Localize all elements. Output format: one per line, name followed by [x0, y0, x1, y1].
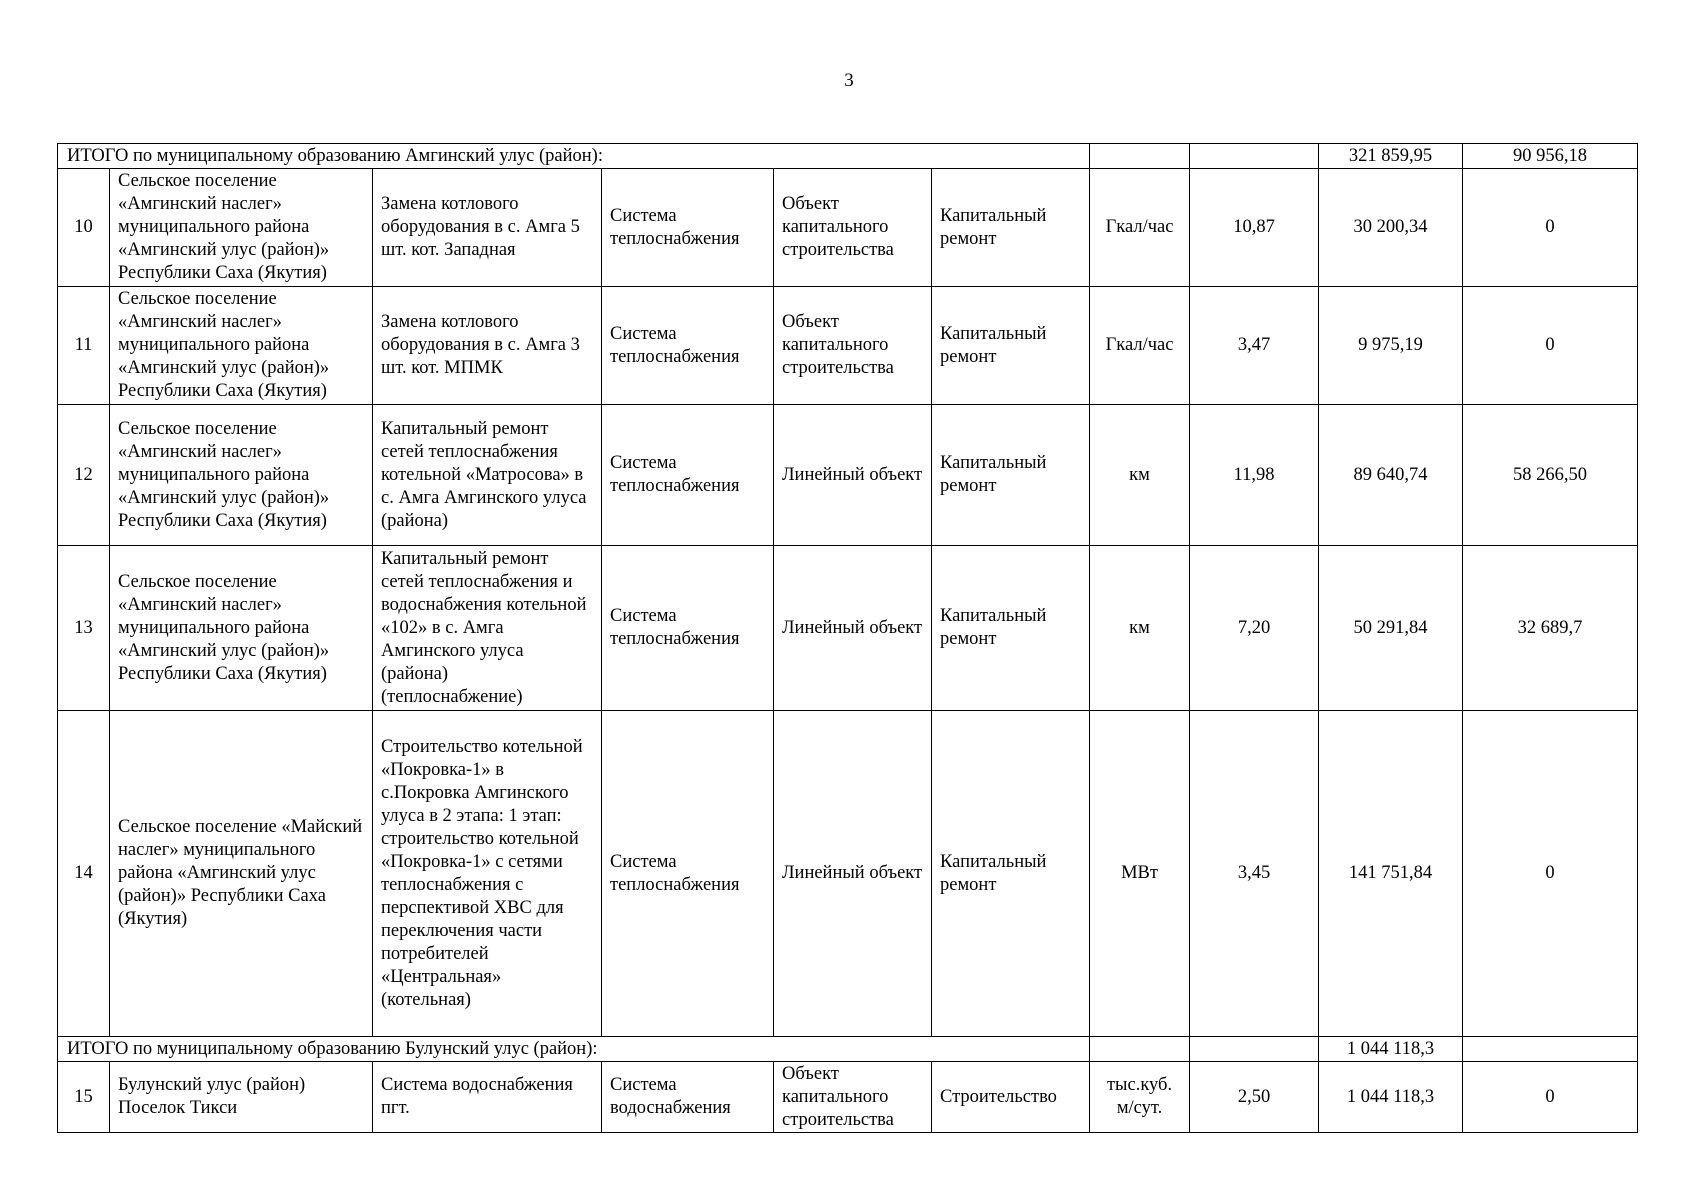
page-number: 3 [844, 70, 854, 91]
table-row [58, 169, 1638, 287]
municipality-cell: Сельское поселение «Амгинский наслег» муниципального района «Амгинский улус (район)» Республики Саха (Якутия) [110, 405, 373, 546]
total-funding-cell [1463, 1037, 1638, 1062]
funding-cell: 0 [1463, 711, 1638, 1037]
work-type-cell: Капитальный ремонт [932, 287, 1090, 405]
cost-cell: 9 975,19 [1319, 287, 1463, 405]
total-funding-cell: 90 956,18 [1463, 144, 1638, 169]
total-label: ИТОГО по муниципальному образованию Амгинский улус (район): [58, 144, 1090, 169]
table-row [58, 711, 1638, 1037]
system-cell: Система теплоснабжения [602, 405, 774, 546]
unit-cell: МВт [1090, 711, 1190, 1037]
row-number: 15 [58, 1062, 110, 1133]
funding-cell: 0 [1463, 169, 1638, 287]
table-row [58, 1062, 1638, 1133]
total-cost-cell: 321 859,95 [1319, 144, 1463, 169]
project-cell: Капитальный ремонт сетей теплоснабжения котельной «Матросова» в с. Амга Амгинского улуса (района) [373, 405, 602, 546]
system-cell: Система теплоснабжения [602, 711, 774, 1037]
work-type-cell: Капитальный ремонт [932, 546, 1090, 711]
capacity-cell: 7,20 [1190, 546, 1319, 711]
total-capacity-cell [1190, 1037, 1319, 1062]
work-type-cell: Капитальный ремонт [932, 405, 1090, 546]
section-total-row [58, 1037, 1638, 1062]
unit-cell: Гкал/час [1090, 169, 1190, 287]
object-type-cell: Линейный объект [774, 711, 932, 1037]
funding-cell: 0 [1463, 1062, 1638, 1133]
object-type-cell: Объект капитального строительства [774, 1062, 932, 1133]
funding-cell: 0 [1463, 287, 1638, 405]
unit-cell: км [1090, 546, 1190, 711]
table-row [58, 546, 1638, 711]
object-type-cell: Линейный объект [774, 405, 932, 546]
row-number: 11 [58, 287, 110, 405]
object-type-cell: Объект капитального строительства [774, 169, 932, 287]
system-cell: Система водоснабжения [602, 1062, 774, 1133]
row-number: 14 [58, 711, 110, 1037]
capacity-cell: 11,98 [1190, 405, 1319, 546]
row-number: 12 [58, 405, 110, 546]
total-capacity-cell [1190, 144, 1319, 169]
capacity-cell: 3,45 [1190, 711, 1319, 1037]
funding-cell: 58 266,50 [1463, 405, 1638, 546]
municipality-cell: Сельское поселение «Амгинский наслег» муниципального района «Амгинский улус (район)» Республики Саха (Якутия) [110, 169, 373, 287]
investment-program-table [57, 143, 1638, 1133]
municipality-cell: Сельское поселение «Майский наслег» муниципального района «Амгинский улус (район)» Республики Саха (Якутия) [110, 711, 373, 1037]
system-cell: Система теплоснабжения [602, 287, 774, 405]
total-cost-cell: 1 044 118,3 [1319, 1037, 1463, 1062]
row-number: 13 [58, 546, 110, 711]
municipality-cell: Сельское поселение «Амгинский наслег» муниципального района «Амгинский улус (район)» Республики Саха (Якутия) [110, 546, 373, 711]
capacity-cell: 10,87 [1190, 169, 1319, 287]
total-unit-cell [1090, 1037, 1190, 1062]
cost-cell: 141 751,84 [1319, 711, 1463, 1037]
table-row [58, 287, 1638, 405]
work-type-cell: Капитальный ремонт [932, 169, 1090, 287]
capacity-cell: 2,50 [1190, 1062, 1319, 1133]
object-type-cell: Линейный объект [774, 546, 932, 711]
municipality-cell: Булунский улус (район) Поселок Тикси [110, 1062, 373, 1133]
system-cell: Система теплоснабжения [602, 169, 774, 287]
municipality-cell: Сельское поселение «Амгинский наслег» муниципального района «Амгинский улус (район)» Республики Саха (Якутия) [110, 287, 373, 405]
capacity-cell: 3,47 [1190, 287, 1319, 405]
unit-cell: тыс.куб. м/сут. [1090, 1062, 1190, 1133]
unit-cell: Гкал/час [1090, 287, 1190, 405]
object-type-cell: Объект капитального строительства [774, 287, 932, 405]
funding-cell: 32 689,7 [1463, 546, 1638, 711]
section-total-row [58, 144, 1638, 169]
cost-cell: 89 640,74 [1319, 405, 1463, 546]
total-unit-cell [1090, 144, 1190, 169]
project-cell: Система водоснабжения пгт. [373, 1062, 602, 1133]
work-type-cell: Капитальный ремонт [932, 711, 1090, 1037]
project-cell: Замена котлового оборудования в с. Амга 5 шт. кот. Западная [373, 169, 602, 287]
cost-cell: 1 044 118,3 [1319, 1062, 1463, 1133]
project-cell: Капитальный ремонт сетей теплоснабжения и водоснабжения котельной «102» в с. Амга Амгинского улуса (района) (теплоснабжение) [373, 546, 602, 711]
work-type-cell: Строительство [932, 1062, 1090, 1133]
cost-cell: 30 200,34 [1319, 169, 1463, 287]
cost-cell: 50 291,84 [1319, 546, 1463, 711]
project-cell: Строительство котельной «Покровка-1» в с.Покровка Амгинского улуса в 2 этапа: 1 этап: строительство котельной «Покровка-1» с сетями теплоснабжения с перспективой ХВС для переключения части потребителей «Центральная» (котельная) [373, 711, 602, 1037]
project-cell: Замена котлового оборудования в с. Амга 3 шт. кот. МПМК [373, 287, 602, 405]
system-cell: Система теплоснабжения [602, 546, 774, 711]
table-row [58, 405, 1638, 546]
unit-cell: км [1090, 405, 1190, 546]
row-number: 10 [58, 169, 110, 287]
total-label: ИТОГО по муниципальному образованию Булунский улус (район): [58, 1037, 1090, 1062]
